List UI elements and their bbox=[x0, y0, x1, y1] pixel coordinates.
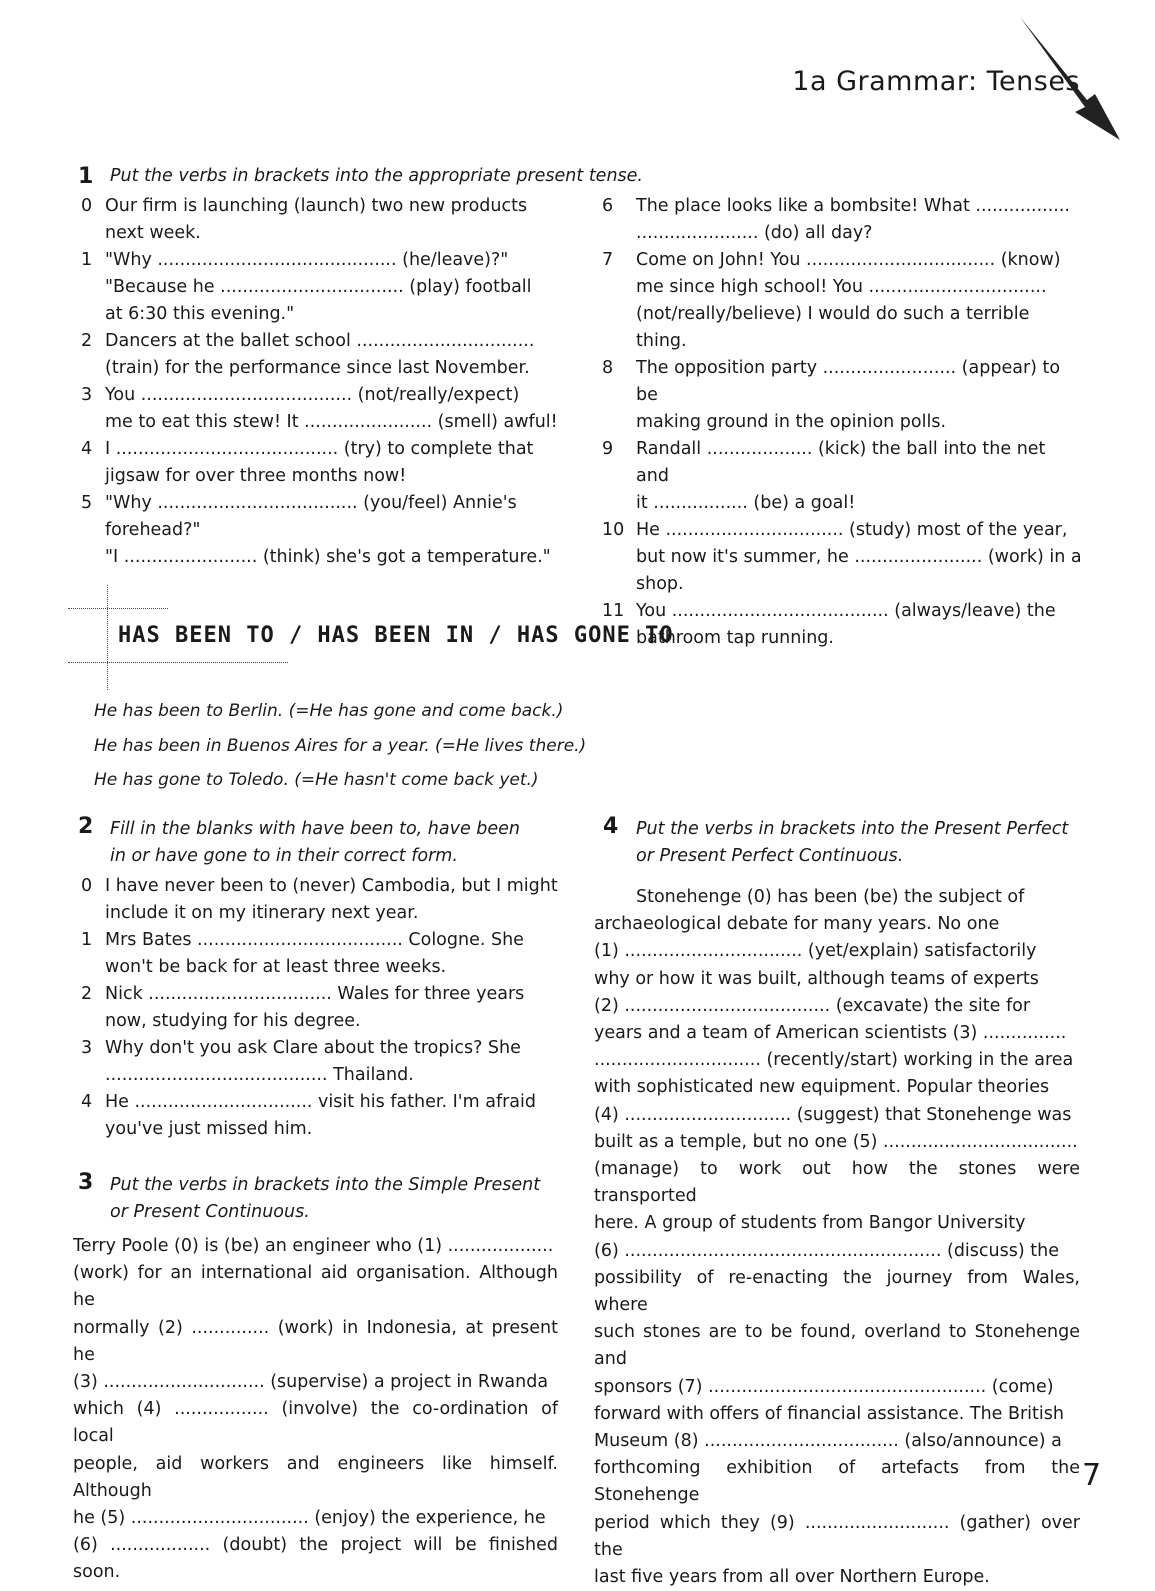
item-number: 11 bbox=[602, 601, 625, 621]
item-text: making ground in the opinion polls. bbox=[636, 412, 947, 432]
exercise-item-line bbox=[75, 517, 560, 544]
item-text: You ....................................... (always/leave) the bbox=[636, 601, 1056, 621]
item-text: you've just missed him. bbox=[105, 1119, 313, 1139]
item-text: me to eat this stew! It ....................... (smell) awful! bbox=[105, 412, 558, 432]
exercise-item-line bbox=[75, 873, 560, 900]
item-number: 4 bbox=[81, 1092, 93, 1112]
text-line: built as a temple, but no one (5) ................................... bbox=[594, 1131, 1078, 1152]
item-number: 8 bbox=[602, 358, 614, 378]
exercise-2-number: 2 bbox=[78, 814, 94, 839]
banner-example: He has been to Berlin. (=He has gone and come back.) bbox=[94, 701, 564, 721]
divider bbox=[68, 662, 288, 663]
exercise-3-number: 3 bbox=[78, 1170, 94, 1195]
exercise-3-instruction: Put the verbs in brackets into the Simple Present or Present Continuous. bbox=[110, 1175, 541, 1222]
exercise-item-line bbox=[594, 409, 1082, 436]
exercise-4-number: 4 bbox=[603, 814, 619, 839]
exercise-2-instruction: Fill in the blanks with have been to, have been in or have gone to in their correct form. bbox=[110, 819, 521, 866]
item-text: I have never been to (never) Cambodia, but I might bbox=[105, 876, 558, 896]
text-line: Stonehenge (0) has been (be) the subject of bbox=[636, 887, 1025, 907]
text-line: forward with offers of financial assistance. The British bbox=[594, 1403, 1064, 1424]
item-text: (train) for the performance since last November. bbox=[105, 358, 530, 378]
text-line: with sophisticated new equipment. Popular theories bbox=[594, 1077, 1050, 1098]
text-line: why or how it was built, although teams of experts bbox=[594, 968, 1039, 989]
item-text: Dancers at the ballet school ................................ bbox=[105, 331, 535, 351]
item-number: 5 bbox=[81, 493, 93, 513]
item-text: at 6:30 this evening." bbox=[105, 304, 295, 324]
exercise-item-line bbox=[75, 981, 560, 1008]
item-number: 9 bbox=[602, 439, 614, 459]
exercise-item-line bbox=[75, 301, 560, 328]
item-text: I ........................................ (try) to complete that bbox=[105, 439, 534, 459]
item-number: 10 bbox=[602, 520, 625, 540]
text-line: (manage) to work out how the stones were transported bbox=[594, 1159, 1080, 1207]
exercise-item-line bbox=[594, 355, 1082, 409]
exercise-item-line bbox=[75, 1089, 560, 1116]
exercise-item-line bbox=[75, 274, 560, 301]
page-number: 7 bbox=[1082, 1458, 1102, 1493]
item-text: "Because he ................................. (play) football bbox=[105, 277, 532, 297]
exercise-3-text bbox=[73, 1233, 558, 1587]
exercise-item-line bbox=[594, 598, 1082, 625]
item-number: 1 bbox=[81, 930, 93, 950]
text-line: (6) ......................................................... (discuss) the bbox=[594, 1240, 1059, 1261]
item-number: 2 bbox=[81, 331, 93, 351]
item-text: He ................................ visit his father. I'm afraid bbox=[105, 1092, 536, 1112]
item-text: forehead?" bbox=[105, 520, 201, 540]
exercise-item-line bbox=[594, 220, 1082, 247]
item-number: 2 bbox=[81, 984, 93, 1004]
text-line: (6) .................. (doubt) the project will be finished soon. bbox=[73, 1535, 558, 1583]
exercise-1-instruction: Put the verbs in brackets into the appropriate present tense. bbox=[110, 166, 643, 186]
text-line: sponsors (7) .................................................. (come) bbox=[594, 1376, 1054, 1397]
text-line: forthcoming exhibition of artefacts from the Stonehenge bbox=[594, 1458, 1080, 1506]
exercise-item-line bbox=[75, 328, 560, 355]
item-number: 6 bbox=[602, 196, 614, 216]
divider bbox=[68, 608, 168, 609]
exercise-item-line bbox=[75, 1062, 560, 1089]
item-text: bathroom tap running. bbox=[636, 628, 834, 648]
text-line: period which they (9) .......................... (gather) over the bbox=[594, 1512, 1080, 1560]
item-text: Come on John! You .................................. (know) bbox=[636, 250, 1061, 270]
exercise-2-items bbox=[75, 873, 560, 1143]
item-number: 3 bbox=[81, 385, 93, 405]
text-line: which (4) ................. (involve) the co-ordination of local bbox=[73, 1399, 558, 1447]
item-text: ........................................ Thailand. bbox=[105, 1065, 414, 1085]
exercise-item-line bbox=[75, 220, 560, 247]
exercise-1-number: 1 bbox=[78, 164, 94, 189]
exercise-4-text bbox=[594, 884, 1080, 1591]
banner-example: He has gone to Toledo. (=He hasn't come back yet.) bbox=[94, 770, 539, 790]
item-text: "Why .................................... (you/feel) Annie's bbox=[105, 493, 517, 513]
text-line: (2) ..................................... (excavate) the site for bbox=[594, 995, 1031, 1016]
item-text: Why don't you ask Clare about the tropics? She bbox=[105, 1038, 521, 1058]
item-text: it ................. (be) a goal! bbox=[636, 493, 856, 513]
item-text: He ................................ (study) most of the year, bbox=[636, 520, 1068, 540]
text-line: Museum (8) ................................... (also/announce) a bbox=[594, 1431, 1062, 1452]
divider bbox=[107, 585, 108, 690]
exercise-item-line bbox=[75, 927, 560, 954]
item-text: (not/really/believe) I would do such a terrible thing. bbox=[636, 304, 1030, 351]
text-line: he (5) ................................ (enjoy) the experience, he bbox=[73, 1508, 546, 1529]
text-line: (1) ................................ (yet/explain) satisfactorily bbox=[594, 941, 1037, 962]
exercise-item-line bbox=[75, 544, 560, 571]
text-line: here. A group of students from Bangor University bbox=[594, 1213, 1026, 1234]
item-text: The place looks like a bombsite! What ................. bbox=[636, 196, 1070, 216]
item-text: include it on my itinerary next year. bbox=[105, 903, 419, 923]
text-line: (4) .............................. (suggest) that Stonehenge was bbox=[594, 1104, 1072, 1125]
item-text: Our firm is launching (launch) two new products bbox=[105, 196, 528, 216]
item-number: 3 bbox=[81, 1038, 93, 1058]
exercise-item-line bbox=[75, 193, 560, 220]
item-number: 7 bbox=[602, 250, 614, 270]
exercise-1-left-column bbox=[75, 193, 560, 571]
exercise-item-line bbox=[75, 463, 560, 490]
text-line: archaeological debate for many years. No one bbox=[594, 914, 1000, 935]
exercise-item-line bbox=[594, 193, 1082, 220]
exercise-item-line bbox=[594, 571, 1082, 598]
section-banner-title: HAS BEEN TO / HAS BEEN IN / HAS GONE TO bbox=[118, 623, 674, 648]
exercise-item-line bbox=[75, 247, 560, 274]
item-text: ...................... (do) all day? bbox=[636, 223, 873, 243]
item-text: "I ........................ (think) she's got a temperature." bbox=[105, 547, 551, 567]
item-number: 4 bbox=[81, 439, 93, 459]
exercise-item-line bbox=[594, 490, 1082, 517]
exercise-item-line bbox=[75, 1008, 560, 1035]
text-line: possibility of re-enacting the journey from Wales, where bbox=[594, 1267, 1080, 1316]
exercise-item-line bbox=[75, 409, 560, 436]
item-text: shop. bbox=[636, 574, 684, 594]
text-line: Terry Poole (0) is (be) an engineer who (1) ................... bbox=[73, 1236, 554, 1256]
item-text: Mrs Bates ..................................... Cologne. She bbox=[105, 930, 524, 950]
item-number: 1 bbox=[81, 250, 93, 270]
text-line: such stones are to be found, overland to Stonehenge and bbox=[594, 1322, 1080, 1370]
item-number: 0 bbox=[81, 196, 93, 216]
item-text: now, studying for his degree. bbox=[105, 1011, 361, 1031]
exercise-item-line bbox=[594, 247, 1082, 274]
exercise-item-line bbox=[594, 517, 1082, 544]
exercise-item-line bbox=[75, 900, 560, 927]
item-text: Nick ................................. Wales for three years bbox=[105, 984, 525, 1004]
exercise-item-line bbox=[75, 382, 560, 409]
exercise-item-line bbox=[75, 436, 560, 463]
item-text: but now it's summer, he ....................... (work) in a bbox=[636, 547, 1082, 567]
banner-example: He has been in Buenos Aires for a year. (=He lives there.) bbox=[94, 736, 587, 756]
exercise-item-line bbox=[75, 954, 560, 981]
text-line: (work) for an international aid organisation. Although he bbox=[73, 1263, 558, 1311]
item-number: 0 bbox=[81, 876, 93, 896]
text-line: last five years from all over Northern Europe. bbox=[594, 1567, 990, 1588]
exercise-item-line bbox=[75, 1116, 560, 1143]
text-line: normally (2) .............. (work) in Indonesia, at present he bbox=[73, 1317, 558, 1365]
exercise-item-line bbox=[75, 490, 560, 517]
item-text: me since high school! You ................................ bbox=[636, 277, 1047, 297]
text-line: (3) ............................. (supervise) a project in Rwanda bbox=[73, 1372, 549, 1393]
arrow-graphic bbox=[1015, 12, 1125, 142]
exercise-4-instruction: Put the verbs in brackets into the Present Perfect or Present Perfect Continuous. bbox=[636, 819, 1069, 866]
item-text: Randall ................... (kick) the ball into the net and bbox=[636, 439, 1046, 486]
text-line: people, aid workers and engineers like himself. Although bbox=[73, 1453, 558, 1501]
exercise-item-line bbox=[594, 301, 1082, 355]
exercise-item-line bbox=[75, 355, 560, 382]
text-line: .............................. (recently/start) working in the area bbox=[594, 1050, 1074, 1071]
item-text: jigsaw for over three months now! bbox=[105, 466, 407, 486]
exercise-1-right-column bbox=[594, 193, 1082, 652]
item-text: next week. bbox=[105, 223, 201, 243]
item-text: You ...................................... (not/really/expect) bbox=[105, 385, 520, 405]
exercise-item-line bbox=[594, 544, 1082, 571]
exercise-item-line bbox=[75, 1035, 560, 1062]
item-text: "Why ........................................... (he/leave)?" bbox=[105, 250, 509, 270]
item-text: The opposition party ........................ (appear) to be bbox=[636, 358, 1061, 405]
exercise-item-line bbox=[594, 274, 1082, 301]
item-text: won't be back for at least three weeks. bbox=[105, 957, 447, 977]
text-line: years and a team of American scientists (3) ............... bbox=[594, 1023, 1067, 1044]
page-title: 1a Grammar: Tenses bbox=[792, 66, 1080, 97]
exercise-item-line bbox=[594, 436, 1082, 490]
